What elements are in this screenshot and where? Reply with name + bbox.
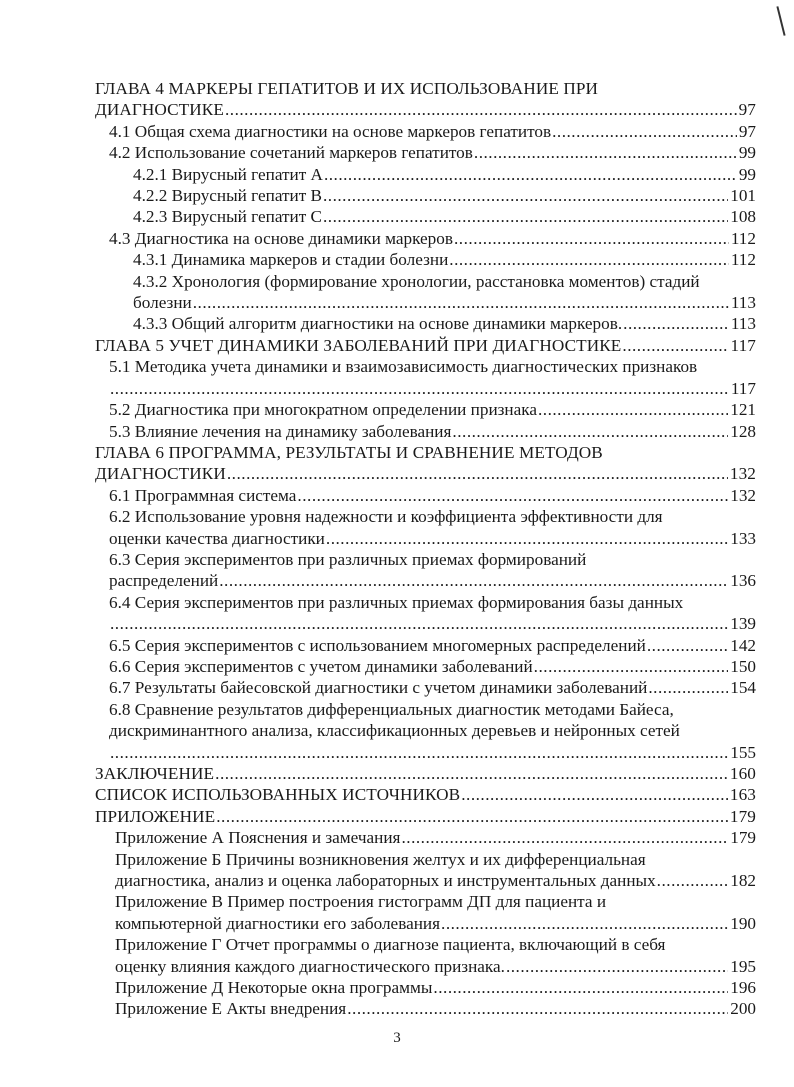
dot-leader [225,99,737,120]
toc-entry[interactable] [95,421,756,442]
toc-entry-text: СПИСОК ИСПОЛЬЗОВАННЫХ ИСТОЧНИКОВ [95,785,461,805]
toc-entry-text: 5.2 Диагностика при многократном определении признака [109,400,537,420]
toc-entry[interactable] [95,849,756,892]
pen-mark [776,6,785,36]
toc-page-number: 196 [730,978,756,998]
dot-leader [623,313,729,334]
toc-entry-text: болезни [133,293,192,313]
toc-page-number: 113 [730,293,756,313]
toc-page-number: 179 [729,806,756,826]
dot-leader [323,185,728,206]
toc-page-number: 117 [730,378,756,398]
toc-entry[interactable] [95,78,756,121]
toc-entry-text: 6.3 Серия экспериментов при различных приемах формирований [109,549,587,569]
dot-leader [474,142,737,163]
dot-leader [110,613,728,634]
toc-entry[interactable] [95,185,756,206]
toc-entry-text: 6.1 Программная система [109,485,297,505]
toc-page-number: 97 [738,121,756,141]
dot-leader [452,421,728,442]
toc-entry-text: Приложение Д Некоторые окна программы [115,978,433,998]
toc-entry-text: 6.5 Серия экспериментов с использованием многомерных распределений [109,635,646,655]
toc-entry-text: ГЛАВА 6 ПРОГРАММА, РЕЗУЛЬТАТЫ И СРАВНЕНИЕ МЕТОДОВ [95,442,603,462]
toc-entry[interactable] [95,399,756,420]
toc-entry-text: Приложение А Пояснения и замечания [115,828,401,848]
dot-leader [506,956,728,977]
dot-leader [193,292,729,313]
toc-entry-text: 5.3 Влияние лечения на динамику заболевания [109,421,452,441]
toc-entry-text: 5.1 Методика учета динамики и взаимозависимость диагностических признаков [109,357,698,377]
dot-leader [110,742,728,763]
toc-entry[interactable] [95,934,756,977]
dot-leader [219,570,728,591]
dot-leader [297,485,728,506]
toc-entry[interactable] [95,335,756,356]
toc-entry-text: ДИАГНОСТИКИ [95,464,226,484]
toc-entry-text: 4.3 Диагностика на основе динамики маркеров [109,228,453,248]
toc-entry[interactable] [95,635,756,656]
toc-entry-text: ЗАКЛЮЧЕНИЕ [95,764,215,783]
toc-entry[interactable] [95,121,756,142]
toc-entry-text: Приложение Г Отчет программы о диагнозе пациента, включающий в себя [115,935,666,955]
toc-page-number: 132 [730,485,756,505]
dot-leader [454,228,729,249]
toc-entry[interactable] [95,313,756,334]
toc-entry-text: 6.4 Серия экспериментов при различных приемах формирования базы данных [109,592,684,612]
toc-entry-text: Приложение Б Причины возникновения желтух и их дифференциальная [115,849,646,869]
toc-entry-text: Приложение Е Акты внедрения [115,999,347,1019]
dot-leader [110,378,729,399]
toc-entry[interactable] [95,506,756,549]
toc-entry[interactable] [95,784,756,805]
toc-entry[interactable] [95,485,756,506]
toc-page-number: 108 [730,207,756,227]
toc-entry[interactable] [95,271,756,314]
toc-page-number: 128 [730,421,756,441]
page-number: 3 [393,1030,401,1046]
toc-page-number: 117 [730,335,756,355]
toc-entry[interactable] [95,549,756,592]
toc-entry-text: 4.3.2 Хронология (формирование хронологии, расстановка моментов) стадий [133,271,700,291]
toc-page-number: 154 [730,678,756,698]
toc-entry-text: компьютерной диагностики его заболевания [115,913,441,933]
dot-leader [216,806,728,827]
toc-entry[interactable] [95,228,756,249]
toc-entry[interactable] [95,677,756,698]
toc-page-number: 112 [730,250,756,270]
dot-leader [227,463,728,484]
toc-entry[interactable] [95,806,756,827]
dot-leader [647,635,728,656]
toc-page-number: 121 [730,400,756,420]
dot-leader [347,998,728,1019]
toc-entry[interactable] [95,656,756,677]
toc-page-number: 112 [730,228,756,248]
toc-entry[interactable] [95,356,756,399]
toc-entry-text: 6.2 Использование уровня надежности и коэффициента эффективности для [109,507,663,527]
toc-entry[interactable] [95,763,756,784]
toc-page-number: 142 [730,635,756,655]
toc-page-number: 136 [730,571,756,591]
toc-entry-text: 6.8 Сравнение результатов дифференциальных диагностик методами Байеса, [109,699,674,719]
toc-page-number: 133 [730,528,756,548]
dot-leader [215,763,728,784]
dot-leader [449,249,729,270]
toc-page-number: 150 [730,656,756,676]
toc-entry[interactable] [95,442,756,485]
toc-page-number: 99 [738,164,756,184]
dot-leader [433,977,728,998]
table-of-contents [95,78,756,1020]
dot-leader [324,164,737,185]
dot-leader [461,784,728,805]
toc-entry-text: оценки качества диагностики [109,528,325,548]
toc-entry-text: ГЛАВА 4 МАРКЕРЫ ГЕПАТИТОВ И ИХ ИСПОЛЬЗОВАНИЕ ПРИ [95,79,599,98]
toc-page-number: 132 [729,464,756,484]
toc-entry-text: 4.1 Общая схема диагностики на основе маркеров гепатитов [109,121,552,141]
toc-page-number: 155 [730,742,756,762]
toc-entry-text: диагностика, анализ и оценка лабораторных и инструментальных данных [115,871,656,891]
toc-entry-text: 4.2.1 Вирусный гепатит А [133,164,323,184]
toc-entry-text: распределений [109,571,219,591]
toc-entry-text: оценку влияния каждого диагностического признака. [115,956,505,976]
toc-entry[interactable] [95,206,756,227]
toc-entry[interactable] [95,699,756,763]
toc-entry-text: 6.6 Серия экспериментов с учетом динамики заболеваний [109,656,533,676]
toc-entry[interactable] [95,249,756,270]
toc-page-number: 160 [729,764,756,783]
toc-entry-text: дискриминантного анализа, классификационных деревьев и нейронных сетей [109,721,680,741]
toc-page-number: 190 [730,913,756,933]
toc-entry[interactable] [95,998,756,1019]
toc-entry[interactable] [95,977,756,998]
toc-page-number: 195 [730,956,756,976]
toc-entry-text: 4.2.3 Вирусный гепатит С [133,207,322,227]
dot-leader [622,335,728,356]
dot-leader [401,827,728,848]
toc-entry-text: 4.2.2 Вирусный гепатит В [133,186,322,206]
dot-leader [323,206,728,227]
toc-entry[interactable] [95,891,756,934]
toc-entry-text: ДИАГНОСТИКЕ [95,100,224,120]
toc-page-number: 163 [729,785,756,805]
toc-page-number: 182 [730,871,756,891]
dot-leader [552,121,737,142]
toc-entry-text: 4.3.1 Динамика маркеров и стадии болезни [133,250,449,270]
toc-page-number: 113 [730,314,756,334]
toc-entry-text: 4.3.3 Общий алгоритм диагностики на основе динамики маркеров. [133,314,623,334]
dot-leader [534,656,729,677]
toc-page-number: 101 [730,186,756,206]
dot-leader [538,399,728,420]
toc-entry-text: 6.7 Результаты байесовской диагностики с учетом динамики заболеваний [109,678,648,698]
toc-entry[interactable] [95,592,756,635]
dot-leader [441,913,728,934]
toc-entry[interactable] [95,164,756,185]
toc-entry-text: Приложение В Пример построения гистограмм ДП для пациента и [115,892,607,912]
toc-entry[interactable] [95,142,756,163]
toc-page-number: 97 [738,100,756,120]
dot-leader [326,528,728,549]
toc-entry-text: 4.2 Использование сочетаний маркеров гепатитов [109,143,473,163]
toc-entry-text: ГЛАВА 5 УЧЕТ ДИНАМИКИ ЗАБОЛЕВАНИЙ ПРИ ДИАГНОСТИКЕ [95,335,622,355]
dot-leader [657,870,729,891]
toc-page-number: 139 [730,614,756,634]
toc-page-number: 179 [730,828,756,848]
toc-page-number: 99 [738,143,756,163]
toc-page-number: 200 [730,999,756,1019]
dot-leader [648,677,728,698]
toc-entry-text: ПРИЛОЖЕНИЕ [95,806,216,826]
toc-entry[interactable] [95,827,756,848]
